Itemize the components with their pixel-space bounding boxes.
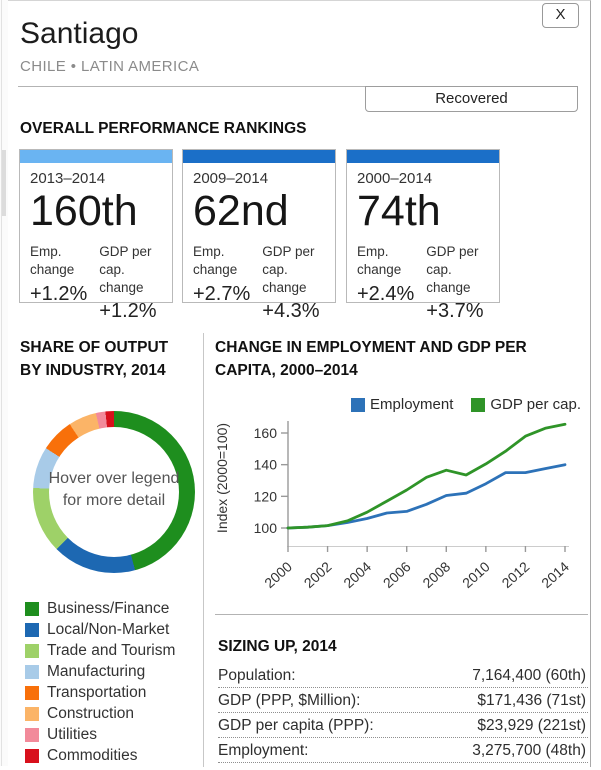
- card-accent-bar: [20, 150, 172, 163]
- metric-value: +2.7%: [193, 282, 251, 305]
- column-divider: [203, 333, 204, 767]
- donut-center-text: Hover over legend for more detail: [48, 470, 180, 509]
- rank-value: 74th: [357, 187, 441, 235]
- legend-swatch: [25, 644, 39, 658]
- rank-value: 62nd: [193, 187, 289, 235]
- legend-item-utilities[interactable]: Utilities: [25, 728, 175, 742]
- table-row-population: [218, 663, 588, 688]
- card-period: 2009–2014: [193, 170, 269, 187]
- legend-item-business-finance[interactable]: Business/Finance: [25, 602, 175, 616]
- row-label: Population:: [218, 667, 296, 684]
- row-value: $171,436 (71st): [477, 692, 586, 709]
- svg-text:120: 120: [253, 488, 277, 505]
- legend-swatch: [351, 398, 365, 412]
- legend-item-transportation[interactable]: Transportation: [25, 686, 175, 700]
- legend-item-manufacturing[interactable]: Manufacturing: [25, 665, 175, 679]
- city-profile-modal: [8, 0, 591, 767]
- svg-text:140: 140: [253, 456, 277, 473]
- metric-label: Emp. change: [30, 244, 75, 277]
- sizing-section-title: SIZING UP, 2014: [218, 638, 337, 655]
- svg-text:160: 160: [253, 425, 277, 442]
- legend-item-employment: Employment: [351, 396, 453, 413]
- ranking-card-2013-2014: [19, 149, 173, 323]
- metric-value: +4.3%: [262, 300, 320, 323]
- ranking-card-2000-2014: [346, 149, 500, 323]
- rankings-section-title: OVERALL PERFORMANCE RANKINGS: [20, 120, 307, 137]
- table-row-gdp: [218, 688, 588, 713]
- sizing-section-divider: [215, 614, 588, 615]
- svg-text:2008: 2008: [419, 558, 454, 592]
- industry-legend: [25, 602, 175, 770]
- row-value: 3,275,700 (48th): [472, 742, 586, 759]
- legend-swatch: [471, 398, 485, 412]
- employment-gdp-line-chart: [215, 416, 590, 616]
- legend-item-local-non-market[interactable]: Local/Non-Market: [25, 623, 175, 637]
- svg-text:2000: 2000: [261, 558, 296, 592]
- legend-swatch: [25, 749, 39, 763]
- legend-swatch: [25, 707, 39, 721]
- legend-swatch: [25, 623, 39, 637]
- metric-value: +2.4%: [357, 282, 415, 305]
- row-label: Employment:: [218, 742, 309, 759]
- metric-label: GDP per cap. change: [262, 244, 315, 295]
- row-label: GDP per capita (PPP):: [218, 717, 374, 734]
- industry-section-title: SHARE OF OUTPUT BY INDUSTRY, 2014: [20, 339, 169, 380]
- line-chart-section-title: CHANGE IN EMPLOYMENT AND GDP PER CAPITA, 2000–2014: [215, 339, 527, 380]
- metric-label: GDP per cap. change: [426, 244, 479, 295]
- svg-text:100: 100: [253, 520, 277, 536]
- scrollbar-thumb[interactable]: [2, 150, 6, 216]
- line-chart-legend: [215, 396, 581, 413]
- metric-value: +1.2%: [99, 300, 157, 323]
- metric-value: +1.2%: [30, 282, 88, 305]
- svg-text:Index (2000=100): Index (2000=100): [214, 422, 230, 534]
- legend-item-commodities[interactable]: Commodities: [25, 749, 175, 763]
- rank-value: 160th: [30, 187, 138, 235]
- svg-text:2012: 2012: [498, 558, 533, 592]
- page-subtitle: CHILE • LATIN AMERICA: [20, 58, 200, 75]
- row-label: GDP (PPP, $Million):: [218, 692, 361, 709]
- svg-text:2010: 2010: [459, 558, 493, 592]
- card-period: 2013–2014: [30, 170, 106, 187]
- page-title: Santiago: [20, 17, 139, 50]
- metric-label: Emp. change: [193, 244, 238, 277]
- row-value: $23,929 (221st): [477, 717, 586, 734]
- legend-item-gdp-per-cap: GDP per cap.: [471, 396, 581, 413]
- card-accent-bar: [347, 150, 499, 163]
- metric-label: GDP per cap. change: [99, 244, 152, 295]
- card-accent-bar: [183, 150, 335, 163]
- card-period: 2000–2014: [357, 170, 433, 187]
- legend-item-construction[interactable]: Construction: [25, 707, 175, 721]
- recovered-status-button[interactable]: Recovered: [365, 86, 578, 112]
- table-row-employment: [218, 738, 588, 763]
- svg-text:2002: 2002: [300, 558, 335, 592]
- legend-swatch: [25, 602, 39, 616]
- svg-text:2004: 2004: [340, 558, 375, 592]
- table-row-gdp-per-capita: [218, 713, 588, 738]
- ranking-card-2009-2014: [182, 149, 336, 323]
- close-button[interactable]: X: [542, 3, 579, 28]
- legend-item-trade-tourism[interactable]: Trade and Tourism: [25, 644, 175, 658]
- row-value: 7,164,400 (60th): [472, 667, 586, 684]
- legend-swatch: [25, 728, 39, 742]
- svg-text:2014: 2014: [538, 558, 573, 592]
- metric-label: Emp. change: [357, 244, 402, 277]
- metric-value: +3.7%: [426, 300, 484, 323]
- legend-swatch: [25, 665, 39, 679]
- legend-swatch: [25, 686, 39, 700]
- sizing-table: [218, 663, 588, 763]
- svg-text:2006: 2006: [379, 558, 414, 592]
